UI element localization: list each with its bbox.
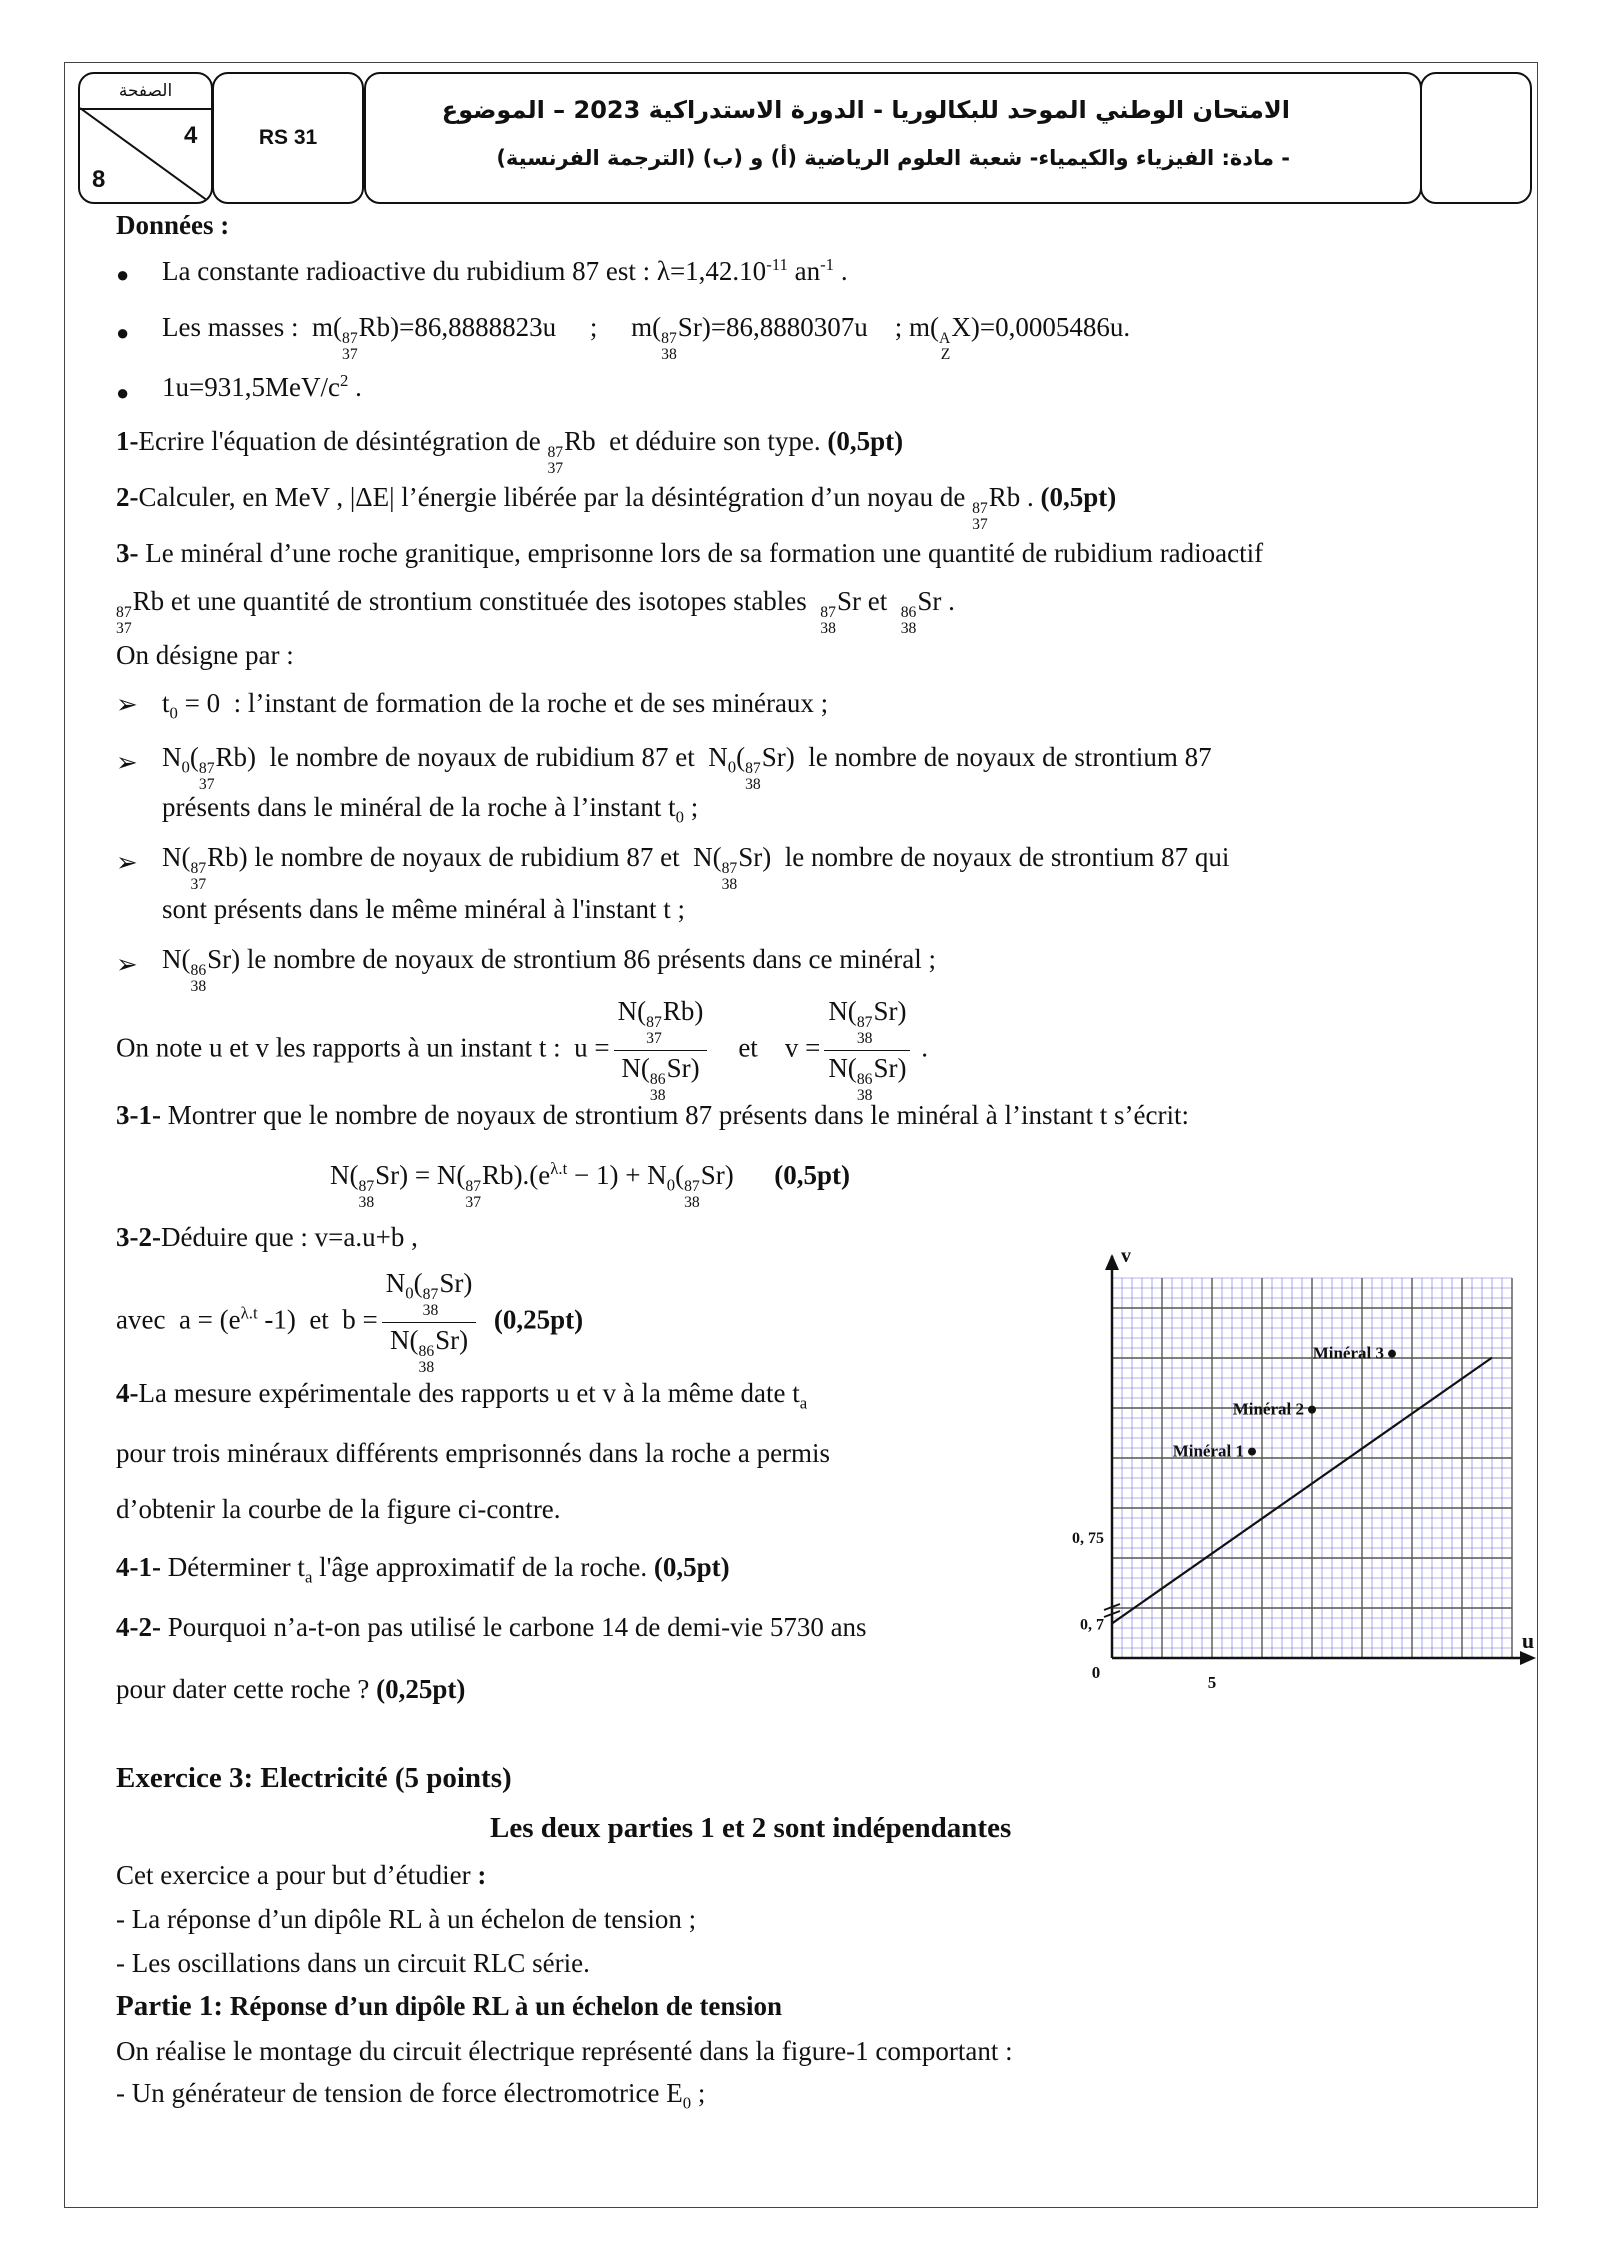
arrow-bullet: ➢: [116, 748, 138, 777]
designe-label: On désigne par :: [116, 640, 294, 670]
bullet: ●: [116, 320, 130, 345]
page-label: الصفحة: [80, 74, 211, 110]
page-number-box: [78, 72, 213, 204]
point-label: Minéral 2: [1232, 1399, 1304, 1419]
question-1: 1-Ecrire l'équation de désintégration de 87 37 Rb et déduire son type. (0,5pt): [116, 426, 904, 478]
header-empty-box: [1420, 72, 1532, 204]
arrow-bullet: ➢: [116, 690, 138, 719]
question-3-2: 3-2-Déduire que : v=a.u+b ,: [116, 1222, 418, 1252]
question-2: 2-Calculer, en MeV , |ΔE| l’énergie libérée par la désintégration d’un noyau de 87 37 Rb . (0,5pt): [116, 482, 1117, 534]
question-3-line1: 3- Le minéral d’une roche granitique, emprisonne lors de sa formation une quantité de rubidium radioactif: [116, 538, 1264, 568]
question-4-1: 4-1- Déterminer $t_a$ l'âge approximatif de la roche. (0,5pt): [116, 1552, 730, 1587]
exam-title-line1: الامتحان الوطني الموحد للبكالوريا - الدورة الاستدراكية 2023 – الموضوع: [441, 96, 1290, 124]
item-N0: $N_0$( 87 37 Rb) le nombre de noyaux de rubidium 87 et $N_0$( 87 38 Sr) le nombre de noyaux de strontium 87: [162, 742, 1212, 794]
x-tick-label: 5: [1207, 1673, 1217, 1692]
item-t0: $t_0 = 0$ : l’instant de formation de la roche et de ses minéraux ;: [162, 688, 829, 723]
partie1-text1: On réalise le montage du circuit électrique représenté dans la figure-1 comportant :: [116, 2036, 1013, 2066]
y-axis-arrow: [1105, 1254, 1119, 1270]
figure-v-vs-u: [1050, 1248, 1540, 1698]
x-tick-label: 0: [1091, 1663, 1101, 1682]
page-number: 4: [184, 122, 198, 149]
item-N: N( 87 37 Rb) le nombre de noyaux de rubidium 87 et N( 87 38 Sr) le nombre de noyaux de strontium 87 qui: [162, 842, 1230, 894]
point-label: Minéral 3: [1312, 1343, 1384, 1363]
axes: [1104, 1254, 1536, 1665]
equation-N-Sr87: N( 87 38 Sr) = N( 87 37 $Rb).(e^{\lambda.t} - 1) + N_0$( 87 38 Sr) (0,5pt): [330, 1159, 850, 1212]
y-tick-label: 0, 75: [1072, 1530, 1104, 1548]
question-4-2-line2: pour dater cette roche ? (0,25pt): [116, 1674, 466, 1704]
donnee-masses: Les masses : m( 87 37 Rb)=86,8888823u ; m( 87 38 Sr)=86,8880307u ; m( A Z X)=0,0005486u.: [162, 312, 1131, 364]
exercise3-title: Exercice 3: Electricité (5 points): [116, 1762, 512, 1794]
exercise3-item1: - La réponse d’un dipôle RL à un échelon de tension ;: [116, 1904, 697, 1934]
x-axis-arrow: [1520, 1651, 1536, 1665]
data-point: [1248, 1448, 1256, 1456]
exam-code: RS 31: [212, 72, 364, 204]
data-point: [1308, 1406, 1316, 1414]
item-N0-cont: présents dans le minéral de la roche à l’instant $t_0$ ;: [162, 792, 699, 827]
question-4-line2: pour trois minéraux différents emprisonnés dans la roche a permis: [116, 1438, 831, 1468]
exercise3-intro: Cet exercice a pour but d’étudier :: [116, 1860, 487, 1890]
y-tick-label: 0, 7: [1080, 1616, 1104, 1634]
exam-title-line2: - مادة: الفيزياء والكيمياء- شعبة العلوم الرياضية (أ) و (ب) (الترجمة الفرنسية): [496, 146, 1290, 170]
exercise3-subtitle: Les deux parties 1 et 2 sont indépendantes: [490, 1812, 1012, 1844]
point-label: Minéral 1: [1172, 1441, 1244, 1461]
exam-title-box: [364, 72, 1422, 204]
arrow-bullet: ➢: [116, 848, 138, 877]
donnee-u: $1u=931,5MeV/c^2$ .: [162, 371, 362, 402]
exercise3-item2: - Les oscillations dans un circuit RLC série.: [116, 1948, 590, 1978]
question-3-line2: 87 37 Rb et une quantité de strontium constituée des isotopes stables 87 38 Sr et 86 38 Sr .: [116, 586, 955, 638]
arrow-bullet: ➢: [116, 950, 138, 979]
partie1-title: Partie 1: Réponse d’un dipôle RL à un échelon de tension: [116, 1990, 782, 2022]
item-N-cont: sont présents dans le même minéral à l'instant t ;: [162, 894, 685, 924]
partie1-text2: - Un générateur de tension de force électromotrice $E_0$ ;: [116, 2078, 706, 2113]
graph-labels: [1072, 1248, 1534, 1692]
bullet: ●: [116, 380, 130, 405]
page-total: 8: [92, 166, 106, 193]
data-point: [1388, 1350, 1396, 1358]
donnees-heading: Données :: [116, 210, 230, 240]
expression-a-b: avec $a = (e^{\lambda.t}$ -1) et b = $N_0$( 87 38 Sr) N( 86 38 Sr) (0,25pt): [116, 1268, 584, 1377]
question-4-line3: d’obtenir la courbe de la figure ci-contre.: [116, 1494, 561, 1524]
donnee-lambda: La constante radioactive du rubidium 87 est : $\lambda=1,42.10^{-11}$ $an^{-1}$ .: [162, 255, 848, 286]
ratios-definition: On note u et v les rapports à un instant t : u = N( 87 37 Rb) N( 86 38 Sr) et v = N( 87 38 Sr) N( 86 38 Sr) .: [116, 996, 928, 1105]
question-4-line1: 4-La mesure expérimentale des rapports u et v à la même date $t_a$: [116, 1378, 808, 1413]
y-axis-label: v: [1121, 1248, 1131, 1267]
question-3-1: 3-1- Montrer que le nombre de noyaux de strontium 87 présents dans le minéral à l’instant t s’écrit:: [116, 1100, 1189, 1130]
question-4-2-line1: 4-2- Pourquoi n’a-t-on pas utilisé le carbone 14 de demi-vie 5730 ans: [116, 1612, 867, 1642]
x-axis-label: u: [1521, 1628, 1535, 1653]
item-N86: N( 86 38 Sr) le nombre de noyaux de strontium 86 présents dans ce minéral ;: [162, 944, 936, 996]
bullet: ●: [116, 262, 130, 287]
